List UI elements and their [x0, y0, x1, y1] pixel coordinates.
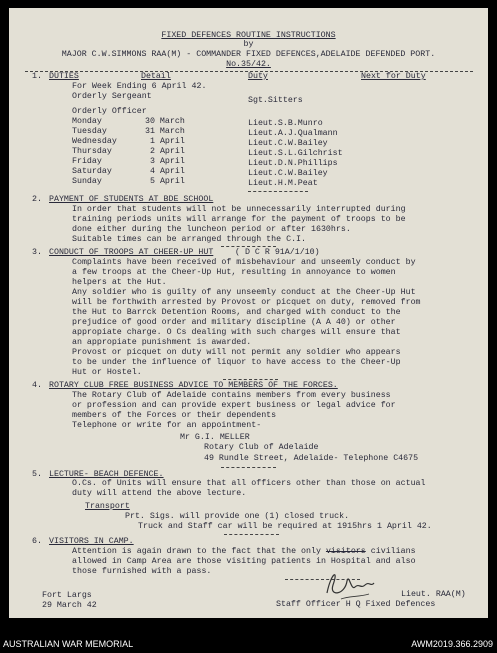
section-3-text: Hut or Hostel. — [72, 368, 142, 377]
section-3-text: a few troops at the Cheer-Up Hut, resulting in annoyance to women — [72, 268, 396, 277]
column-duty-heading: Duty — [248, 72, 268, 81]
section-3-text: Any soldier who is guilty of any unseemly conduct at the Cheer-Up Hut — [72, 288, 416, 297]
roster-officer: Lieut.S.L.Gilchrist — [248, 149, 343, 158]
roster-date: 4 April — [150, 167, 185, 176]
roster-officer: Lieut.C.W.Bailey — [248, 169, 328, 178]
section-rule — [248, 191, 308, 192]
document-title: FIXED DEFENCES ROUTINE INSTRUCTIONS — [161, 31, 336, 40]
transport-text: Prt. Sigs. will provide one (1) closed truck. — [125, 512, 350, 521]
section-4-text: members of the Forces or their dependents — [72, 411, 277, 420]
archive-name: AUSTRALIAN WAR MEMORIAL — [3, 639, 134, 649]
signatory-rank: Lieut. RAA(M) — [401, 590, 466, 599]
section-2-text: Suitable times can be arranged through the C.I. — [72, 235, 307, 244]
roster-day: Monday — [72, 117, 102, 126]
section-4-text: The Rotary Club of Adelaide contains members from every business — [72, 391, 391, 400]
roster-date: 5 April — [150, 177, 185, 186]
document-page — [9, 8, 488, 618]
roster-day: Tuesday — [72, 127, 107, 136]
document-number: No.35/42. — [226, 60, 271, 69]
orderly-sergeant-label: Orderly Sergeant — [72, 92, 152, 101]
column-detail-heading: Detail — [141, 72, 171, 81]
section-6-text — [72, 547, 416, 557]
section-3-heading: CONDUCT OF TROOPS AT CHEER-UP HUT — [49, 248, 214, 257]
section-2-number: 2. — [32, 195, 42, 204]
section-3-text: Complaints have been received of misbehaviour and unseemly conduct by — [72, 258, 416, 267]
section-3-text: helpers at the Hut. — [72, 278, 167, 287]
section-1-heading: DUTIES — [49, 72, 79, 81]
roster-day: Saturday — [72, 167, 112, 176]
section-3-text: an appropiate punishment is awarded. — [72, 338, 252, 347]
section-6-heading: VISITORS IN CAMP. — [49, 537, 134, 546]
section-5-text: O.Cs. of Units will ensure that all officers other than those on actual — [72, 479, 426, 488]
section-rule — [221, 246, 276, 247]
contact-organisation: Rotary Club of Adelaide — [204, 443, 319, 452]
section-5-number: 5. — [32, 470, 42, 479]
document-authority: MAJOR C.W.SIMMONS RAA(M) - COMMANDER FIXED DEFENCES,ADELAIDE DEFENDED PORT. — [61, 50, 436, 59]
signatory-role: Staff Officer H Q Fixed Defences — [276, 600, 436, 609]
orderly-sergeant-name: Sgt.Sitters — [248, 96, 303, 105]
archive-footer — [0, 618, 497, 653]
roster-date: 3 April — [150, 157, 185, 166]
section-4-text: or profession and can provide expert business or legal advice for — [72, 401, 396, 410]
column-next-heading: Next for Duty — [361, 72, 426, 81]
section-1-number: 1. — [32, 72, 42, 81]
week-ending: For Week Ending 6 April 42. — [72, 82, 207, 91]
section-4-number: 4. — [32, 381, 42, 390]
roster-date: 30 March — [145, 117, 185, 126]
roster-date: 31 March — [145, 127, 185, 136]
section-3-text: appropiate charge. O Cs dealing with such charges will ensure that — [72, 328, 401, 337]
contact-name: Mr G.I. MELLER — [180, 433, 250, 442]
section-5-text: duty will attend the above lecture. — [72, 489, 247, 498]
roster-day: Sunday — [72, 177, 102, 186]
contact-address: 49 Rundle Street, Adelaide- Telephone C4675 — [204, 454, 419, 463]
roster-officer: Lieut.H.M.Peat — [248, 179, 318, 188]
section-5-heading: LECTURE- BEACH DEFENCE. — [49, 470, 164, 479]
section-2-text: done either during the luncheon period or after 1630hrs. — [72, 225, 351, 234]
orderly-officer-label: Orderly Officer — [72, 107, 147, 116]
section-3-text: will be forthwith arrested by Provost or picquet on duty, removed from — [72, 298, 421, 307]
issue-place: Fort Largs — [42, 591, 92, 600]
roster-day: Friday — [72, 157, 102, 166]
roster-date: 1 April — [150, 137, 185, 146]
section-3-text: prejudice of good order and military discipline (A A 40) or other — [72, 318, 396, 327]
issue-date: 29 March 42 — [42, 601, 97, 610]
section-6-text-a: Attention is again drawn to the fact that the only — [72, 547, 326, 556]
struck-word: visitors — [325, 547, 366, 556]
section-3-text: Provost or picquet on duty will not permit any soldier who appears — [72, 348, 401, 357]
section-rule — [223, 379, 278, 380]
roster-officer: Lieut.S.B.Munro — [248, 119, 323, 128]
roster-day: Wednesday — [72, 137, 117, 146]
section-6-number: 6. — [32, 537, 42, 546]
section-3-number: 3. — [32, 248, 42, 257]
section-3-text: the Hut to Barrck Detention Rooms, and charged with conduct to the — [72, 308, 401, 317]
section-2-heading: PAYMENT OF STUDENTS AT BDE SCHOOL — [49, 195, 214, 204]
section-3-reference: ( D C R 91A/1/10) — [235, 248, 320, 257]
section-4-text: Telephone or write for an appointment- — [72, 421, 262, 430]
section-2-text: In order that students will not be unnecessarily interrupted during — [72, 205, 406, 214]
document-by: by — [243, 40, 254, 49]
section-6-text: those furnished with a pass. — [72, 567, 212, 576]
transport-text: Truck and Staff car will be required at 1915hrs 1 April 42. — [138, 522, 432, 531]
roster-officer: Lieut.C.W.Bailey — [248, 139, 328, 148]
section-2-text: training periods units will arrange for the payment of troops to be — [72, 215, 406, 224]
section-6-text: allowed in Camp Area are those visiting patients in Hospital and also — [72, 557, 416, 566]
section-rule — [224, 534, 279, 535]
section-4-heading: ROTARY CLUB FREE BUSINESS ADVICE TO MEMBERS OF THE FORCES. — [49, 381, 338, 390]
roster-officer: Lieut.D.N.Phillips — [248, 159, 338, 168]
section-6-text-b: civilians — [365, 547, 416, 556]
section-rule — [221, 467, 276, 468]
roster-day: Thursday — [72, 147, 112, 156]
archive-reference: AWM2019.366.2909 — [411, 639, 493, 649]
section-3-text: to be under the influence of liquor to have access to the Cheer-Up — [72, 358, 401, 367]
transport-subheading: Transport — [85, 502, 130, 511]
handwritten-signature — [319, 563, 379, 603]
roster-date: 2 April — [150, 147, 185, 156]
roster-officer: Lieut.A.J.Qualmann — [248, 129, 338, 138]
